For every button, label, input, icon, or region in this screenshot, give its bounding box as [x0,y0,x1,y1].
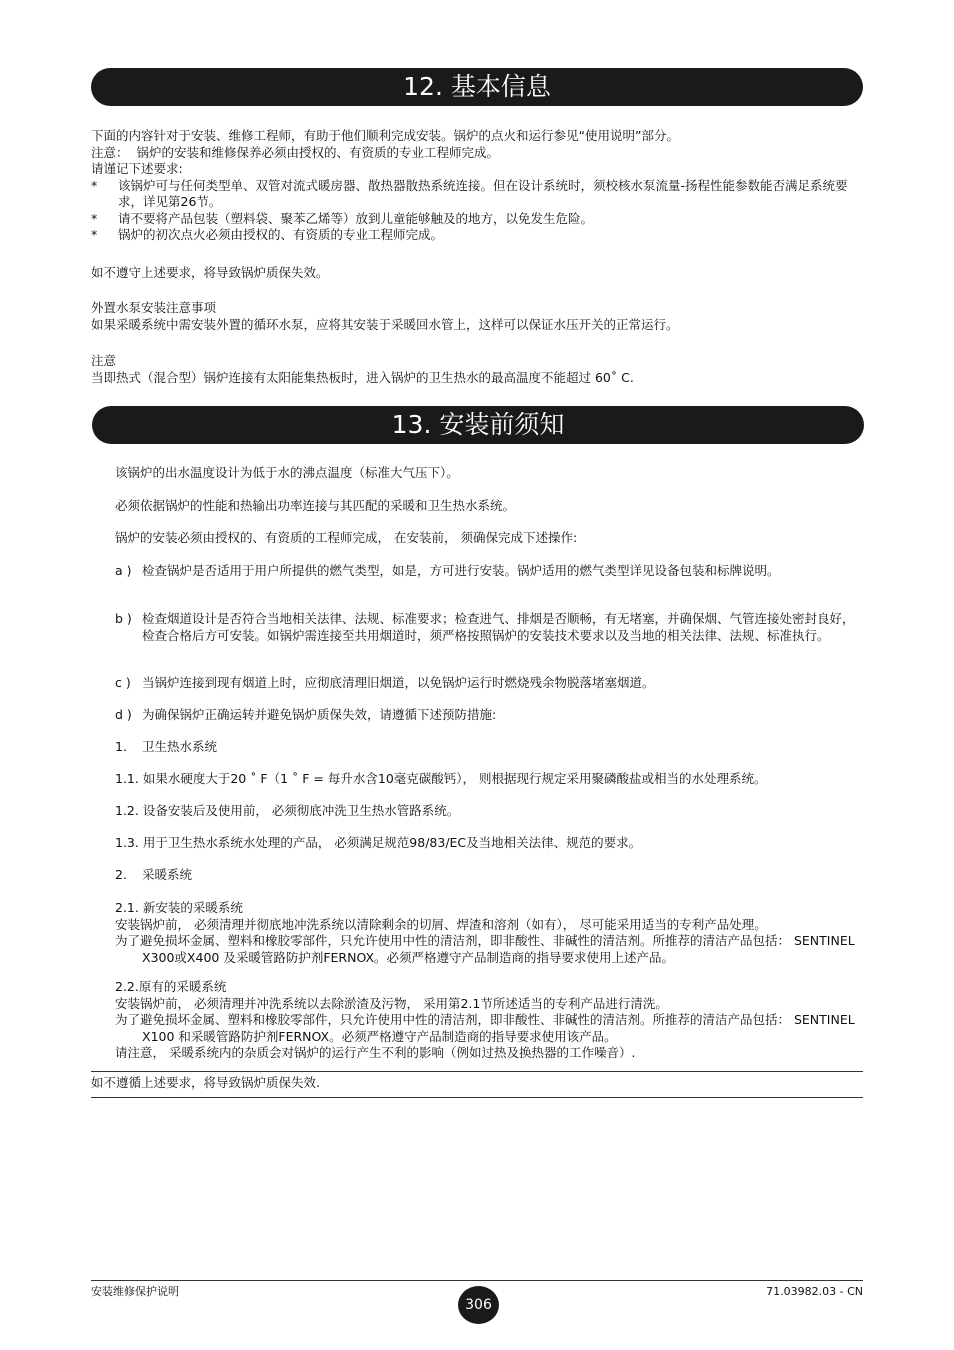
pump-notice [91,300,863,333]
item-text: 为确保锅炉正确运转并避免锅炉质保失效，请遵循下述预防措施: [142,707,497,722]
final-warning-text: 如不遵循上述要求，将导致锅炉质保失效. [91,1075,320,1090]
subsection-1-2 [115,803,863,820]
paragraph: 为了避免损坏金属、塑料和橡胶零部件，只允许使用中性的清洁剂，即非酸性、非碱性的清洁剂。所推荐的清洁产品包括： SENTINEL X300或X400 及采暖管路防护剂FERNOX。必须严格遵守产品制造商的指导要求使用上述产品。 [115,933,855,965]
paragraph: 请注意， 采暖系统内的杂质会对锅炉的运行产生不利的影响（例如过热及换热器的工作噪音）. [115,1045,636,1060]
check-item-b [115,611,863,644]
solar-note [91,353,863,386]
bullet-mark: * [91,177,98,193]
check-item-a [115,563,863,580]
subsection-number: 1. [115,739,127,754]
check-item-d [115,707,863,724]
paragraph: 该锅炉的出水温度设计为低于水的沸点温度（标准大气压下）。 [115,465,459,480]
subsection-1-3 [115,835,863,852]
section-13-p1 [115,465,863,482]
item-text: 当锅炉连接到现有烟道上时，应彻底清理旧烟道，以免锅炉运行时燃烧残余物脱落堵塞烟道。 [142,675,655,690]
paragraph: 为了避免损坏金属、塑料和橡胶零部件，只允许使用中性的清洁剂，即非酸性、非碱性的清洁剂。所推荐的清洁产品包括： SENTINEL X100 和采暖管路防护剂FERNOX。必须严格遵守产品制造商的指导要求使用该产品。 [115,1012,855,1044]
requirement-text: 该锅炉可与任何类型单、双管对流式暖房器、散热器散热系统连接。但在设计系统时，须校核水泵流量-扬程性能参数能否满足系统要求，详见第26节。 [118,177,848,209]
requirements-heading: 请谨记下述要求: [91,161,183,176]
pump-text: 如果采暖系统中需安装外置的循环水泵，应将其安装于采暖回水管上，这样可以保证水压开关的正常运行。 [91,316,679,332]
item-label: a ) [115,563,132,578]
pump-title: 外置水泵安装注意事项 [91,300,217,315]
warranty-text: 如不遵守上述要求，将导致锅炉质保失效。 [91,265,329,280]
divider-bottom [91,1097,863,1098]
check-item-c [115,675,863,692]
warranty-warning [91,265,863,282]
subsection-title: 2.1. 新安装的采暖系统 [115,900,243,915]
paragraph: 安装锅炉前， 必须清理并冲洗系统以去除淤渣及污物， 采用第2.1节所述适当的专利产品进行清洗。 [115,995,668,1011]
final-warning [91,1075,863,1092]
requirement-item [91,227,863,244]
section-13-heading: 13. 安装前须知 [92,406,864,444]
bullet-mark: * [91,227,98,242]
note-title: 注意 [91,353,117,368]
requirement-text: 请不要将产品包装（塑料袋、聚苯乙烯等）放到儿童能够触及的地方，以免发生危险。 [118,210,594,226]
subsection-2-1 [115,900,863,966]
footer-doc-code: 71.03982.03 - CN [766,1285,863,1298]
requirement-item [91,178,863,211]
note-text: 当即热式（混合型）锅炉连接有太阳能集热板时，进入锅炉的卫生热水的最高温度不能超过 60˚ C. [91,369,634,385]
paragraph: 安装锅炉前， 必须清理并彻底地冲洗系统以清除剩余的切屑、焊渣和溶剂（如有）， 尽可能采用适当的专利产品处理。 [115,916,767,932]
bullet-mark: * [91,210,98,226]
paragraph: 1.3. 用于卫生热水系统水处理的产品， 必须满足规范98/83/EC及当地相关法律、规范的要求。 [115,835,642,850]
item-text: 检查烟道设计是否符合当地相关法律、法规、标准要求；检查进气、排烟是否顺畅，有无堵塞，并确保烟、气管连接处密封良好，检查合格后方可安装。如锅炉需连接至共用烟道时，须严格按照锅炉的安装技术要求以及当地的相关法律、法规、标准执行。 [142,611,855,643]
requirement-item [91,211,863,228]
paragraph: 必须依据锅炉的性能和热输出功率连接与其匹配的采暖和卫生热水系统。 [115,498,516,513]
item-text: 检查锅炉是否适用于用户所提供的燃气类型，如是，方可进行安装。锅炉适用的燃气类型详见设备包装和标牌说明。 [142,563,780,578]
page-number: 306 [458,1286,499,1324]
section-13-p3 [115,530,863,547]
subsection-1 [115,739,863,756]
paragraph: 锅炉的安装必须由授权的、有资质的工程师完成， 在安装前， 须确保完成下述操作: [115,530,578,545]
subsection-1-1 [115,771,863,788]
divider-top [91,1071,863,1072]
subsection-title: 卫生热水系统 [142,739,218,754]
section-12-body [91,128,863,244]
subsection-title: 2.2.原有的采暖系统 [115,979,227,994]
requirement-text: 锅炉的初次点火必须由授权的、有资质的专业工程师完成。 [118,227,444,242]
intro-note: 注意： 锅炉的安装和维修保养必须由授权的、有资质的专业工程师完成。 [91,144,499,160]
subsection-2-2 [115,979,863,1062]
section-12-heading: 12. 基本信息 [91,68,863,106]
item-label: c ) [115,675,131,690]
paragraph: 1.2. 设备安装后及使用前， 必须彻底冲洗卫生热水管路系统。 [115,803,460,818]
section-13-p2 [115,498,863,515]
footer-rule [91,1280,863,1281]
subsection-title: 采暖系统 [142,867,193,882]
subsection-2 [115,867,863,884]
footer-manual-title: 安装维修保护说明 [91,1285,179,1298]
item-label: d ) [115,707,132,722]
item-label: b ) [115,611,132,626]
paragraph: 1.1. 如果水硬度大于20 ˚ F（1 ˚ F = 每升水含10毫克碳酸钙）， 则根据现行规定采用聚磷酸盐或相当的水处理系统。 [115,771,767,786]
subsection-number: 2. [115,867,127,882]
intro-text: 下面的内容针对于安装、维修工程师，有助于他们顺利完成安装。锅炉的点火和运行参见“使用说明”部分。 [91,128,679,143]
